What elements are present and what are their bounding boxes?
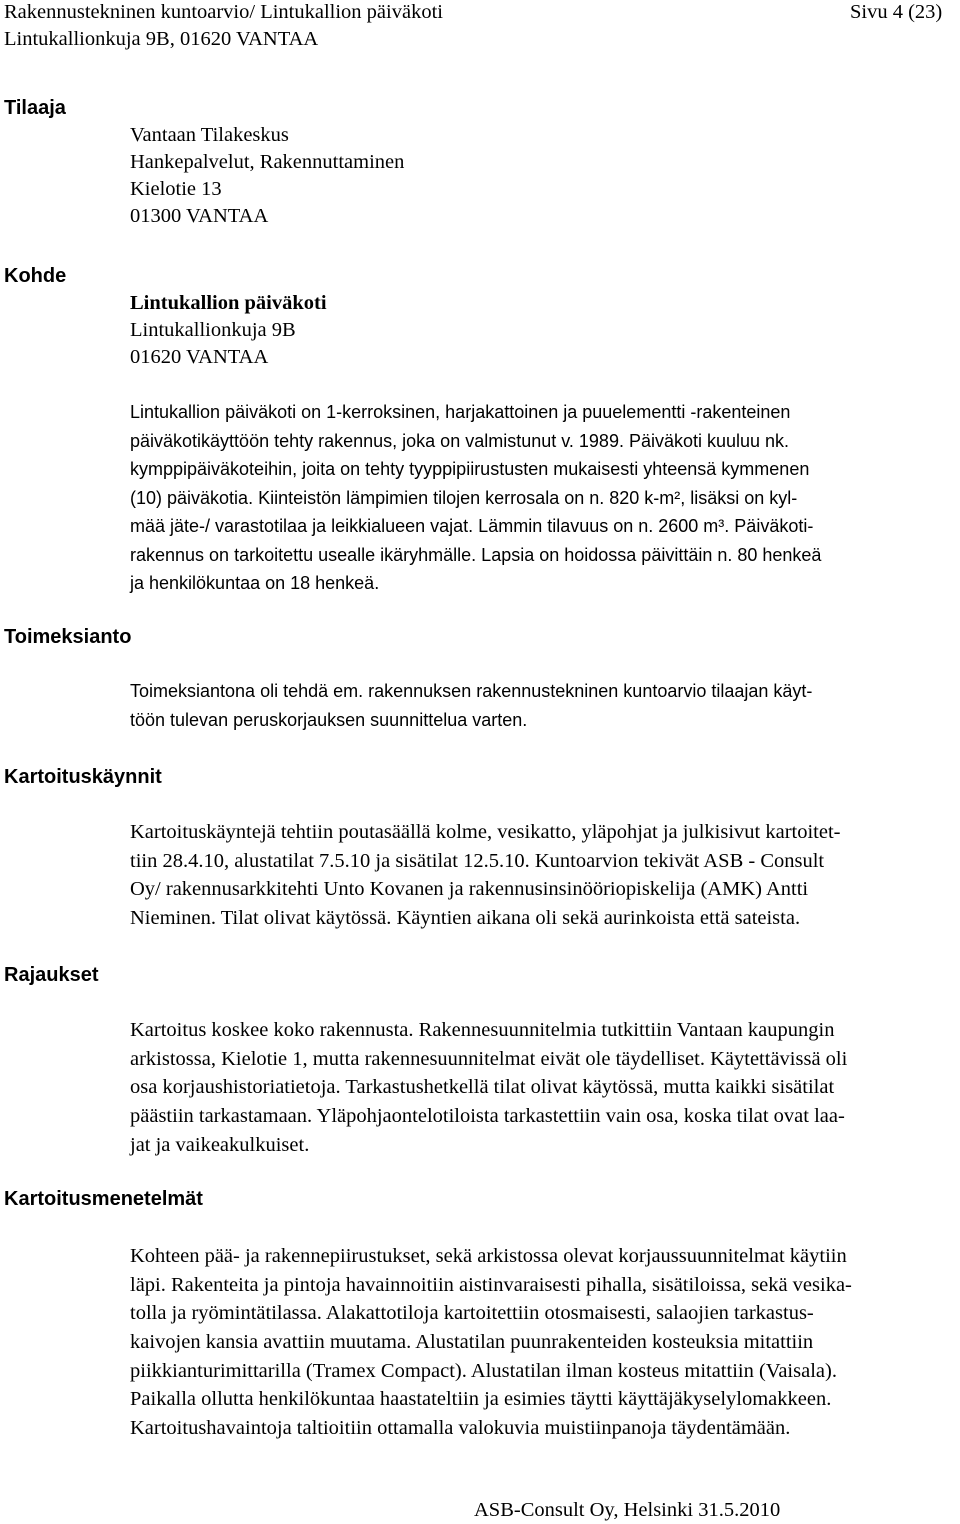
kartoituskaynnit-line: tiin 28.4.10, alustatilat 7.5.10 ja sisätilat 12.5.10. Kuntoarvion tekivät ASB - Consult <box>130 849 825 872</box>
page-number: Sivu 4 (23) <box>850 1 943 23</box>
kartoitusmenetelmat-line: tolla ja ryömintätilassa. Alakattotiloja kartoitettiin otosmaisesti, salaojien tarkastus- <box>130 1302 814 1325</box>
kohde-description-line: mää jäte-/ varastotilaa ja leikkialueen vajat. Lämmin tilavuus on n. 2600 m³. Päiväkoti- <box>130 516 814 536</box>
rajaukset-line: Kartoitus koskee koko rakennusta. Rakennesuunnitelmia tutkittiin Vantaan kaupungin <box>130 1019 835 1041</box>
kohde-description-line: ja henkilökuntaa on 18 henkeä. <box>130 573 380 593</box>
tilaaja-line: Kielotie 13 <box>130 178 222 200</box>
kartoituskaynnit-line: Kartoituskäyntejä tehtiin poutasäällä kolme, vesikatto, yläpohjat ja julkisivut kartoitet- <box>130 821 841 843</box>
kohde-address-line: 01620 VANTAA <box>130 346 269 368</box>
footer: ASB-Consult Oy, Helsinki 31.5.2010 <box>474 1499 781 1521</box>
header-address: Lintukallionkuja 9B, 01620 VANTAA <box>4 28 319 50</box>
section-label-kartoitusmenetelmat: Kartoitusmenetelmät <box>4 1188 203 1210</box>
rajaukset-line: arkistossa, Kielotie 1, mutta rakennesuunnitelmat eivät ole täydelliset. Käytettävissä oli <box>130 1047 848 1070</box>
kohde-description <box>130 398 821 598</box>
tilaaja-line: 01300 VANTAA <box>130 205 269 227</box>
kohde-address-line: Lintukallionkuja 9B <box>130 319 296 341</box>
kohde-description-line: (10) päiväkotia. Kiinteistön lämpimien tilojen kerrosala on n. 820 k-m², lisäksi on kyl- <box>130 487 798 508</box>
toimeksianto-block <box>130 677 812 734</box>
kartoituskaynnit-line: Oy/ rakennusarkkitehti Unto Kovanen ja rakennusinsinööriopiskelija (AMK) Antti <box>130 878 809 901</box>
kartoitusmenetelmat-line: Kohteen pää- ja rakennepiirustukset, sekä arkistossa olevat korjaussuunnitelmat käytiin <box>130 1245 847 1267</box>
kohde-description-line: kymppipäiväkoteihin, joita on tehty tyyppipiirustusten mukaisesti yhteensä kymmenen <box>130 459 810 479</box>
rajaukset-line: päästiin tarkastamaan. Yläpohjaontelotiloista tarkastettiin vain osa, koska tilat ovat laa- <box>130 1105 845 1128</box>
kartoitusmenetelmat-block <box>130 1242 852 1443</box>
tilaaja-line: Hankepalvelut, Rakennuttaminen <box>130 151 405 173</box>
kartoitusmenetelmat-line: Paikalla ollutta henkilökuntaa haastateltiin ja esimies täytti käyttäjäkyselylomakkeen. <box>130 1388 832 1411</box>
kartoitusmenetelmat-line: kaivojen kansia avattiin muutama. Alustatilan puunrakenteiden kosteuksia mitattiin <box>130 1331 814 1354</box>
tilaaja-line: Vantaan Tilakeskus <box>130 124 289 146</box>
kartoitusmenetelmat-line: läpi. Rakenteita ja pintoja havainnoitiin aistinvaraisesti pihalla, sisätiloissa, sekä vesika- <box>130 1273 852 1296</box>
rajaukset-line: osa korjaushistoriatietoja. Tarkastushetkellä tilat olivat käytössä, mutta kaikki sisätilat <box>130 1076 835 1099</box>
section-label-rajaukset: Rajaukset <box>4 964 99 986</box>
kartoituskaynnit-line: Nieminen. Tilat olivat käytössä. Käyntien aikana oli sekä aurinkoista että sateista. <box>130 907 801 930</box>
section-label-kartoituskaynnit: Kartoituskäynnit <box>4 766 162 788</box>
kohde-description-line: rakennus on tarkoitettu usealle ikäryhmälle. Lapsia on hoidossa päivittäin n. 80 henkeä <box>130 544 822 565</box>
section-label-kohde: Kohde <box>4 265 67 287</box>
tilaaja-block <box>130 122 404 230</box>
section-label-tilaaja: Tilaaja <box>4 97 66 119</box>
kartoituskaynnit-block <box>130 818 841 933</box>
rajaukset-block <box>130 1016 847 1159</box>
toimeksianto-line: töön tulevan peruskorjauksen suunnittelua varten. <box>130 709 528 730</box>
rajaukset-line: jat ja vaikeakulkuiset. <box>130 1133 310 1156</box>
kohde-description-line: päiväkotikäyttöön tehty rakennus, joka on valmistunut v. 1989. Päiväkoti kuuluu nk. <box>130 430 790 451</box>
kohde-name: Lintukallion päiväkoti <box>130 292 327 314</box>
kohde-address-block <box>130 290 327 371</box>
header-title: Rakennustekninen kuntoarvio/ Lintukallion päiväkoti <box>4 1 443 23</box>
toimeksianto-line: Toimeksiantona oli tehdä em. rakennuksen rakennustekninen kuntoarvio tilaajan käyt- <box>130 681 813 701</box>
section-label-toimeksianto: Toimeksianto <box>4 626 132 648</box>
kohde-description-line: Lintukallion päiväkoti on 1-kerroksinen, harjakattoinen ja puuelementti -rakenteinen <box>130 402 791 422</box>
kartoitusmenetelmat-line: piikkianturimittarilla (Tramex Compact). Alustatilan ilman kosteus mitattiin (Vaisala). <box>130 1359 837 1382</box>
kartoitusmenetelmat-line: Kartoitushavaintoja taltioitiin ottamalla valokuvia muistiinpanoja täydentämään. <box>130 1417 791 1440</box>
